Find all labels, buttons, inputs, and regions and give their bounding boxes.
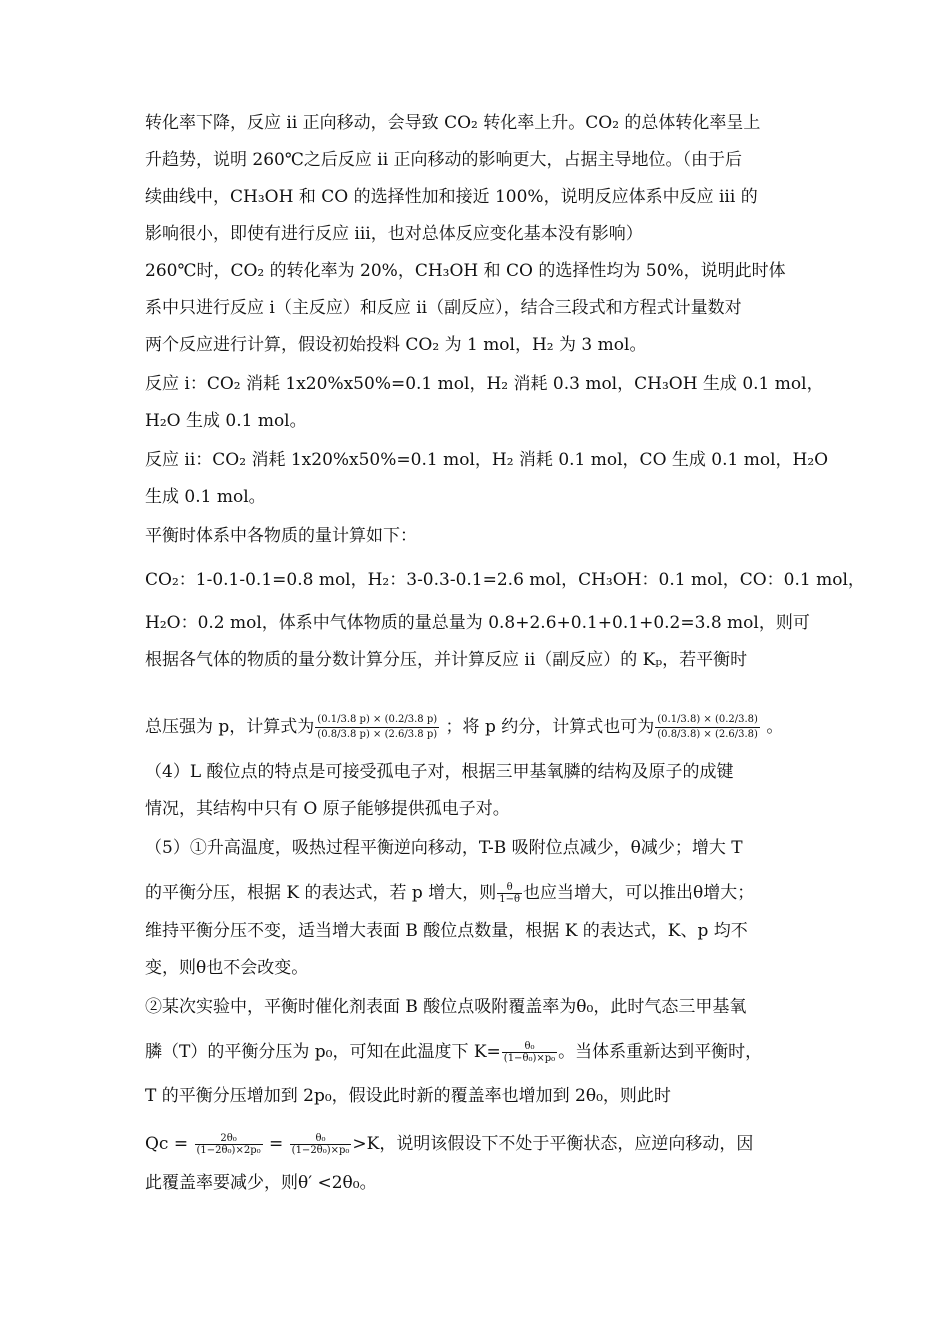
text-line: H₂O 生成 0.1 mol。 (145, 411, 307, 431)
theta-line-suffix: 也应当增大，可以推出θ增大； (522, 883, 755, 903)
theta-fraction-denominator: 1−θ (499, 894, 520, 905)
text-line: 转化率下降，反应 ii 正向移动，会导致 CO₂ 转化率上升。CO₂ 的总体转化率呈上 (145, 113, 761, 133)
kp-fraction-full-numerator: (0.1/3.8 p) × (0.2/3.8 p) (315, 713, 439, 728)
text-line: 反应 ii：CO₂ 消耗 1x20%x50%=0.1 mol，H₂ 消耗 0.1 mol，CO 生成 0.1 mol，H₂O (145, 450, 829, 470)
theta-expression-line (145, 878, 810, 908)
text-line: 根据各气体的物质的量分数计算分压，并计算反应 ii（副反应）的 Kₚ，若平衡时 (145, 650, 748, 670)
qc-fraction-1-denominator: (1−2θ₀)×2p₀ (196, 1145, 261, 1156)
text-line: 情况，其结构中只有 O 原子能够提供孤电子对。 (145, 799, 510, 819)
qc-line-prefix: Qc = (145, 1134, 194, 1154)
text-line: 续曲线中，CH₃OH 和 CO 的选择性加和接近 100%，说明反应体系中反应 iii 的 (145, 187, 758, 207)
qc-line-suffix: >K，说明该假设下不处于平衡状态，应逆向移动，因 (352, 1134, 754, 1154)
qc-fraction-1 (195, 1133, 263, 1156)
text-line: （5）①升高温度，吸热过程平衡逆向移动，T-B 吸附位点减少，θ减少；增大 T (145, 838, 743, 858)
kp-fraction-full (315, 713, 439, 742)
theta-fraction (497, 882, 522, 905)
qc-fraction-2 (290, 1133, 352, 1156)
qc-expression-line (145, 1129, 810, 1159)
text-line: ②某次实验中，平衡时催化剂表面 B 酸位点吸附覆盖率为θ₀，此时气态三甲基氧 (145, 997, 747, 1017)
text-line: 生成 0.1 mol。 (145, 487, 266, 507)
text-line: 平衡时体系中各物质的量计算如下： (145, 526, 417, 546)
text-line: T 的平衡分压增加到 2p₀，假设此时新的覆盖率也增加到 2θ₀，则此时 (145, 1086, 671, 1106)
text-line: 升趋势，说明 260℃之后反应 ii 正向移动的影响更大，占据主导地位。（由于后 (145, 150, 743, 170)
kp-fraction-simplified (655, 713, 760, 742)
text-line: 此覆盖率要减少，则θ′ <2θ₀。 (145, 1173, 377, 1193)
text-line: 反应 i：CO₂ 消耗 1x20%x50%=0.1 mol，H₂ 消耗 0.3 mol，CH₃OH 生成 0.1 mol， (145, 374, 824, 394)
text-line: 影响很小，即使有进行反应 iii，也对总体反应变化基本没有影响） (145, 224, 643, 244)
k-fraction-numerator: θ₀ (502, 1041, 557, 1053)
qc-fraction-1-numerator: 2θ₀ (195, 1133, 263, 1145)
k-fraction-denominator: (1−θ₀)×p₀ (503, 1053, 556, 1064)
k-fraction (502, 1041, 557, 1064)
k-line-prefix: 膦（T）的平衡分压为 p₀，可知在此温度下 K= (145, 1042, 501, 1062)
text-line: 维持平衡分压不变，适当增大表面 B 酸位点数量，根据 K 的表达式，K、p 均不 (145, 921, 748, 941)
kp-fraction-simplified-denominator: (0.8/3.8) × (2.6/3.8) (657, 729, 758, 740)
text-line: 260℃时，CO₂ 的转化率为 20%，CH₃OH 和 CO 的选择性均为 50%，说明此时体 (145, 261, 786, 281)
text-line: 两个反应进行计算，假设初始投料 CO₂ 为 1 mol，H₂ 为 3 mol。 (145, 335, 647, 355)
k-line-suffix: 。当体系重新达到平衡时， (558, 1042, 763, 1062)
qc-fraction-2-numerator: θ₀ (290, 1133, 352, 1145)
qc-line-equals: = (263, 1134, 289, 1154)
kp-expression-line (145, 702, 810, 752)
kp-fraction-full-denominator: (0.8/3.8 p) × (2.6/3.8 p) (317, 729, 438, 740)
kp-fraction-simplified-numerator: (0.1/3.8) × (0.2/3.8) (655, 713, 760, 728)
text-line: H₂O：0.2 mol，体系中气体物质的量总量为 0.8+2.6+0.1+0.1+0.2=3.8 mol，则可 (145, 613, 810, 633)
kp-line-middle: ；将 p 约分，计算式也可为 (440, 717, 655, 737)
text-line: CO₂：1-0.1-0.1=0.8 mol，H₂：3-0.3-0.1=2.6 mol，CH₃OH：0.1 mol，CO：0.1 mol， (145, 570, 865, 590)
kp-line-prefix: 总压强为 p，计算式为 (145, 717, 315, 737)
text-line: 系中只进行反应 i（主反应）和反应 ii（副反应），结合三段式和方程式计量数对 (145, 298, 742, 318)
theta-fraction-numerator: θ (497, 882, 522, 894)
k-expression-line (145, 1037, 810, 1067)
text-line: 变，则θ也不会改变。 (145, 958, 309, 978)
text-line: （4）L 酸位点的特点是可接受孤电子对，根据三甲基氧膦的结构及原子的成键 (145, 762, 734, 782)
kp-line-suffix: 。 (760, 717, 784, 737)
qc-fraction-2-denominator: (1−2θ₀)×p₀ (291, 1145, 350, 1156)
theta-line-prefix: 的平衡分压，根据 K 的表达式，若 p 增大，则 (145, 883, 497, 903)
